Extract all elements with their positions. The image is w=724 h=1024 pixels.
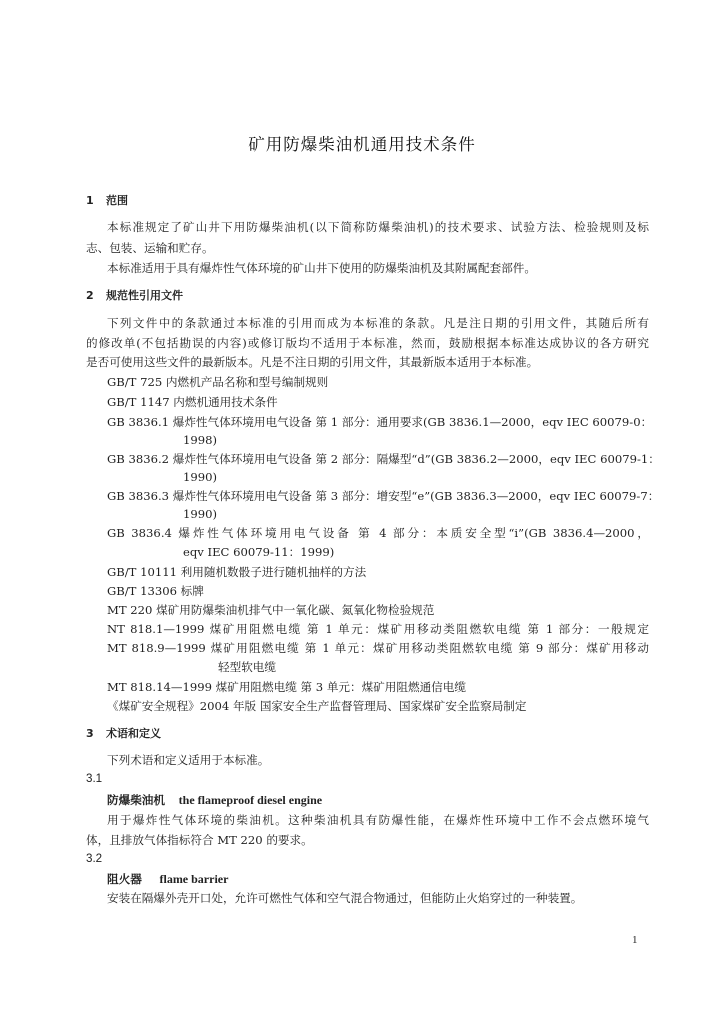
section-1-heading (86, 194, 128, 208)
term-3-2-english: flame barrier (159, 872, 229, 886)
section-3-title: 术语和定义 (106, 727, 161, 740)
section-2-number: 2 (86, 289, 94, 302)
section-2-title: 规范性引用文件 (106, 289, 183, 302)
section-3-heading (86, 727, 161, 741)
document-title: 矿用防爆柴油机通用技术条件 (248, 135, 476, 154)
s2-paragraph-line-2: 的修改单(不包括勘误的内容)或修订版均不适用于本标准，然而，鼓励根据本标准达成协议的各方研究 (86, 336, 649, 350)
reference-item: GB/T 10111 利用随机数骰子进行随机抽样的方法 (107, 565, 367, 579)
term-3-1-definition-line-1: 用于爆炸性气体环境的柴油机。这种柴油机具有防爆性能，在爆炸性环境中工作不会点燃环境气 (107, 813, 649, 827)
s1-paragraph-1-line-2: 志、包装、运输和贮存。 (86, 241, 214, 255)
section-2-heading (86, 289, 183, 303)
section-1-title: 范围 (106, 194, 128, 207)
term-3-1-number: 3.1 (86, 772, 103, 785)
s2-paragraph-line-1: 下列文件中的条款通过本标准的引用而成为本标准的条款。凡是注日期的引用文件，其随后所有 (107, 316, 649, 330)
reference-item: 《煤矿安全规程》2004 年版 国家安全生产监督管理局、国家煤矿安全监察局制定 (107, 699, 527, 713)
reference-item: GB/T 1147 内燃机通用技术条件 (107, 395, 278, 409)
reference-item-continued: 1990) (183, 507, 218, 521)
reference-item: GB 3836.2 爆炸性气体环境用电气设备 第 2 部分：隔爆型“d”(GB 3836.2—2000，eqv IEC 60079-1： (107, 452, 660, 466)
term-3-2-definition: 安装在隔爆外壳开口处，允许可燃性气体和空气混合物通过，但能防止火焰穿过的一种装置。 (107, 891, 583, 905)
s2-paragraph-line-3: 是否可使用这些文件的最新版本。凡是不注日期的引用文件，其最新版本适用于本标准。 (86, 355, 539, 369)
reference-item-continued: 1990) (183, 470, 218, 484)
term-3-2-number: 3.2 (86, 852, 103, 865)
page-number: 1 (632, 934, 638, 946)
s1-paragraph-2: 本标准适用于具有爆炸性气体环境的矿山井下使用的防爆柴油机及其附属配套部件。 (107, 261, 536, 275)
reference-item: MT 818.9—1999 煤矿用阻燃电缆 第 1 单元：煤矿用移动类阻燃软电缆 第 9 部分：煤矿用移动 (107, 641, 649, 655)
reference-item: GB/T 13306 标牌 (107, 584, 204, 598)
term-3-1-definition-line-2: 体，且排放气体指标符合 MT 220 的要求。 (86, 833, 313, 847)
s1-paragraph-1-line-1: 本标准规定了矿山井下用防爆柴油机(以下简称防爆柴油机)的技术要求、试验方法、检验规则及标 (107, 220, 649, 234)
section-1-number: 1 (86, 194, 94, 207)
reference-item: GB 3836.4 爆炸性气体环境用电气设备 第 4 部分：本质安全型“i”(GB 3836.4—2000， (107, 526, 649, 540)
reference-item-continued: 轻型软电缆 (218, 660, 276, 674)
term-3-2-heading (107, 872, 228, 886)
reference-item: MT 818.14—1999 煤矿用阻燃电缆 第 3 单元：煤矿用阻燃通信电缆 (107, 680, 466, 694)
reference-item-continued: 1998) (183, 433, 218, 447)
reference-item: GB 3836.3 爆炸性气体环境用电气设备 第 3 部分：增安型“e”(GB 3836.3—2000，eqv IEC 60079-7： (107, 489, 660, 503)
term-3-2-name: 阻火器 (107, 872, 142, 886)
section-3-number: 3 (86, 727, 94, 740)
term-3-1-heading (107, 793, 322, 807)
term-3-1-name: 防爆柴油机 (107, 793, 165, 807)
reference-item: GB 3836.1 爆炸性气体环境用电气设备 第 1 部分：通用要求(GB 3836.1—2000，eqv IEC 60079-0： (107, 415, 653, 429)
reference-item: MT 220 煤矿用防爆柴油机排气中一氧化碳、氮氧化物检验规范 (107, 603, 435, 617)
reference-item: NT 818.1—1999 煤矿用阻燃电缆 第 1 单元：煤矿用移动类阻燃软电缆 第 1 部分：一般规定 (107, 622, 649, 636)
s3-intro: 下列术语和定义适用于本标准。 (107, 753, 270, 767)
term-3-1-english: the flameproof diesel engine (178, 793, 323, 807)
reference-item: GB/T 725 内燃机产品名称和型号编制规则 (107, 375, 329, 389)
reference-item-continued: eqv IEC 60079-11：1999) (183, 545, 335, 559)
